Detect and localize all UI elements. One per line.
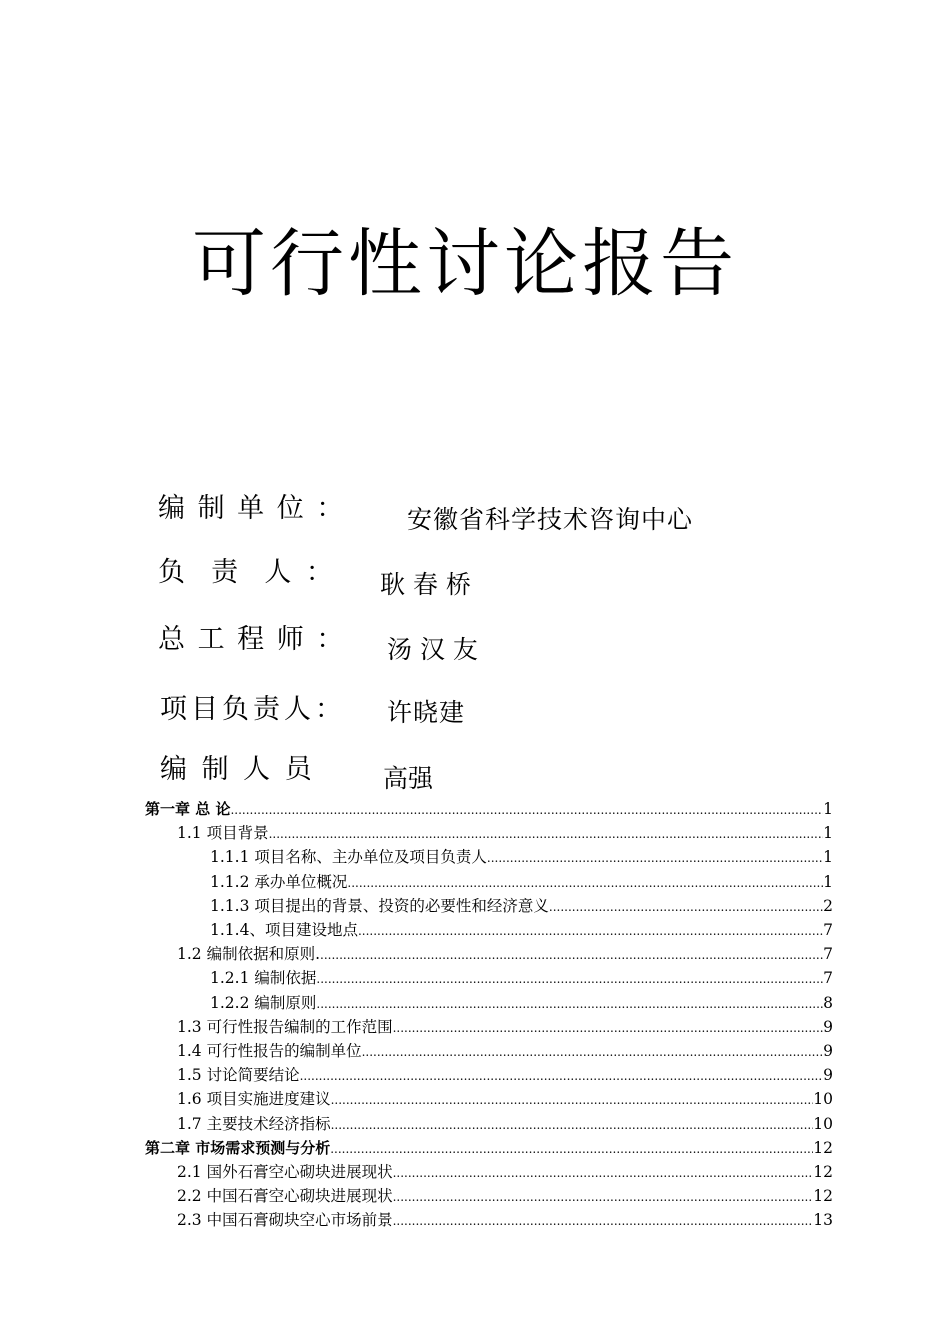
toc-entry-title: 1.6 项目实施进度建议 (177, 1090, 331, 1109)
toc-entry[interactable] (145, 919, 833, 943)
toc-page-number: 12 (813, 1187, 833, 1206)
toc-entry[interactable] (145, 798, 833, 822)
toc-page-number: 9 (823, 1066, 833, 1085)
toc-leader (331, 1089, 814, 1112)
table-of-contents (145, 798, 833, 1234)
toc-entry-title: 1.2.2 编制原则 (210, 993, 317, 1012)
toc-entry-title: 1.2 编制依据和原则. (177, 945, 321, 964)
toc-entry[interactable] (145, 1137, 833, 1161)
report-title: 可行性讨论报告 (192, 221, 738, 307)
toc-leader (487, 847, 823, 870)
toc-entry-title: 1.1.1 项目名称、主办单位及项目负责人 (210, 848, 487, 867)
toc-leader (358, 920, 823, 943)
toc-entry[interactable] (145, 822, 833, 846)
toc-leader (269, 823, 824, 846)
info-value-project-leader: 许晓建 (387, 698, 466, 727)
toc-entry[interactable] (145, 1161, 833, 1185)
toc-leader (549, 896, 823, 919)
toc-leader (362, 1041, 824, 1064)
toc-entry[interactable] (145, 1113, 833, 1137)
info-label-editors: 编 制 人 员 (160, 754, 315, 785)
toc-leader (300, 1065, 824, 1088)
info-label-person-in-charge: 负 责 人 ： (158, 557, 336, 588)
toc-page-number: 1 (823, 848, 833, 867)
toc-entry-title: 1.1.4、项目建设地点 (210, 921, 358, 940)
toc-leader (347, 872, 823, 895)
info-value-editors: 高强 (383, 764, 434, 793)
toc-entry-title: 1.2.1 编制依据 (210, 969, 317, 988)
toc-leader (330, 1138, 813, 1161)
toc-entry-title: 1.1.3 项目提出的背景、投资的必要性和经济意义 (210, 896, 549, 915)
toc-page-number: 12 (813, 1163, 833, 1182)
toc-page-number: 9 (823, 1017, 833, 1036)
toc-page-number: 1 (823, 872, 833, 891)
toc-entry-title: 1.4 可行性报告的编制单位 (177, 1042, 362, 1061)
info-value-chief-engineer: 汤 汉 友 (387, 635, 478, 664)
toc-page-number: 7 (823, 945, 833, 964)
toc-page-number: 12 (813, 1138, 833, 1157)
toc-entry-title: 2.1 国外石膏空心砌块进展现状 (177, 1163, 393, 1182)
toc-entry[interactable] (145, 846, 833, 870)
toc-leader (393, 1210, 814, 1233)
toc-entry[interactable] (145, 871, 833, 895)
toc-leader (320, 944, 823, 967)
toc-entry-title: 1.5 讨论简要结论 (177, 1066, 300, 1085)
info-label-editing-unit: 编 制 单 位 ： (158, 493, 346, 524)
toc-entry-title: 1.7 主要技术经济指标 (177, 1114, 331, 1133)
info-label-chief-engineer: 总 工 程 师 ： (158, 624, 346, 655)
toc-entry[interactable] (145, 1088, 833, 1112)
toc-leader (393, 1017, 824, 1040)
toc-entry[interactable] (145, 943, 833, 967)
toc-page-number: 9 (823, 1042, 833, 1061)
toc-entry[interactable] (145, 1016, 833, 1040)
toc-page-number: 2 (823, 896, 833, 915)
toc-page-number: 1 (823, 824, 833, 843)
toc-leader (393, 1162, 814, 1185)
toc-leader (316, 968, 823, 991)
toc-page-number: 7 (823, 969, 833, 988)
toc-entry[interactable] (145, 1040, 833, 1064)
toc-page-number: 13 (813, 1211, 833, 1230)
toc-entry-title: 2.2 中国石膏空心砌块进展现状 (177, 1187, 393, 1206)
toc-entry[interactable] (145, 967, 833, 991)
toc-entry-title: 1.1 项目背景 (177, 824, 269, 843)
toc-entry[interactable] (145, 1209, 833, 1233)
toc-leader (230, 799, 823, 822)
toc-page-number: 8 (823, 993, 833, 1012)
toc-entry[interactable] (145, 992, 833, 1016)
info-value-editing-unit: 安徽省科学技术咨询中心 (407, 505, 694, 534)
info-value-person-in-charge: 耿 春 桥 (380, 570, 471, 599)
toc-page-number: 7 (823, 921, 833, 940)
toc-leader (316, 993, 823, 1016)
toc-entry-title: 第一章 总 论 (145, 800, 231, 818)
toc-entry[interactable] (145, 895, 833, 919)
toc-entry[interactable] (145, 1185, 833, 1209)
toc-entry-title: 1.3 可行性报告编制的工作范围 (177, 1017, 393, 1036)
toc-entry-title: 第二章 市场需求预测与分析 (145, 1138, 331, 1157)
toc-leader (393, 1186, 814, 1209)
toc-page-number: 1 (823, 800, 833, 818)
toc-entry-title: 2.3 中国石膏砌块空心市场前景 (177, 1211, 393, 1230)
toc-leader (331, 1114, 814, 1137)
toc-page-number: 10 (813, 1114, 833, 1133)
info-label-project-leader: 项目负责人： (160, 694, 346, 725)
toc-page-number: 10 (813, 1090, 833, 1109)
toc-entry[interactable] (145, 1064, 833, 1088)
toc-entry-title: 1.1.2 承办单位概况 (210, 872, 348, 891)
